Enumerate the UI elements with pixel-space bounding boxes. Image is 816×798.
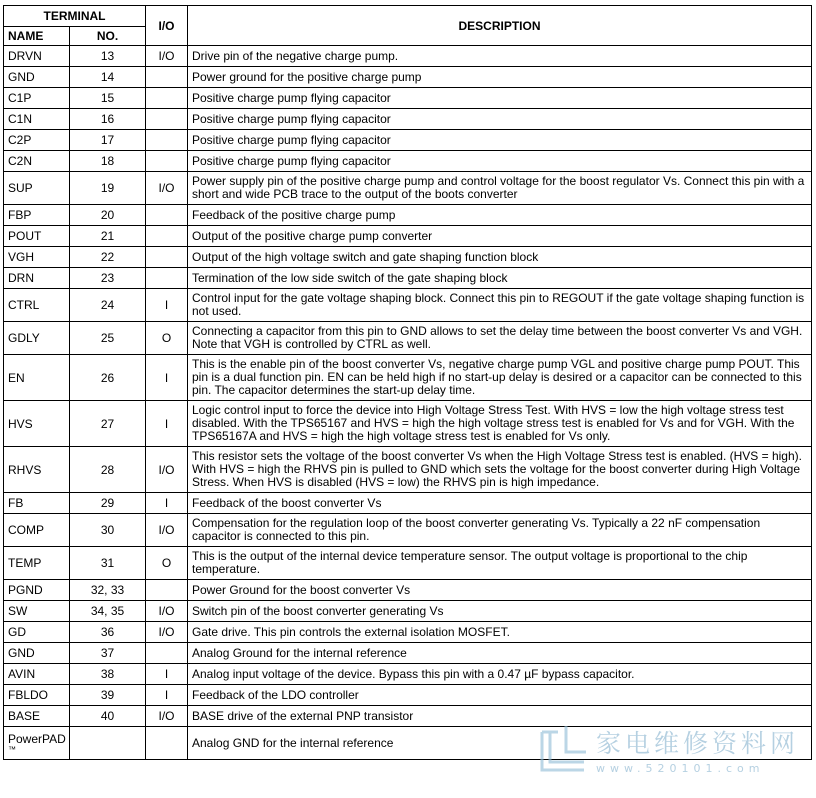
pin-description: Output of the positive charge pump converter [188, 226, 812, 247]
pin-number: 36 [70, 622, 146, 643]
pin-io-type [146, 130, 188, 151]
table-row [4, 447, 812, 493]
pin-name-text: HVS [8, 416, 33, 431]
pin-number: 17 [70, 130, 146, 151]
terminal-header: TERMINAL [4, 6, 146, 27]
pin-number: 14 [70, 67, 146, 88]
pin-io-type: I/O [146, 447, 188, 493]
pin-name-text: C1N [8, 112, 33, 126]
pin-name [4, 493, 70, 514]
pin-description: This is the enable pin of the boost converter Vs, negative charge pump VGL and positive charge pump POUT. This pin is a dual function pin. EN can be held high if no start-up delay is desired or a capacitor can be connected to this pin. The capacitor determines the start-up delay time. [188, 355, 812, 401]
pin-description: Switch pin of the boost converter generating Vs [188, 601, 812, 622]
pin-name [4, 289, 70, 322]
pin-number: 40 [70, 706, 146, 727]
pin-number: 32, 33 [70, 580, 146, 601]
table-row [4, 289, 812, 322]
pin-description: Positive charge pump flying capacitor [188, 88, 812, 109]
pin-name [4, 46, 70, 67]
pin-description: Feedback of the LDO controller [188, 685, 812, 706]
pin-name-text: GND [8, 70, 35, 84]
pin-name [4, 67, 70, 88]
pin-rows [4, 46, 812, 760]
pin-description: Analog input voltage of the device. Bypass this pin with a 0.47 µF bypass capacitor. [188, 664, 812, 685]
pin-io-type: I/O [146, 172, 188, 205]
pin-description: Gate drive. This pin controls the external isolation MOSFET. [188, 622, 812, 643]
pin-description: Analog GND for the internal reference [188, 727, 812, 760]
pin-name-text: SW [8, 604, 28, 618]
pin-name [4, 727, 70, 760]
table-row [4, 151, 812, 172]
watermark-text: 家电维修资料网 [596, 729, 800, 758]
watermark-logo-icon [536, 722, 592, 778]
pin-name-text: C2P [8, 133, 32, 147]
pin-description: Feedback of the positive charge pump [188, 205, 812, 226]
pin-description: Feedback of the boost converter Vs [188, 493, 812, 514]
pin-name-text: C2N [8, 154, 33, 168]
pin-description: Connecting a capacitor from this pin to GND allows to set the delay time between the boost converter Vs and VGH. Note that VGH is controlled by CTRL as well. [188, 322, 812, 355]
pin-name-text: PowerPAD [8, 732, 66, 746]
pin-description: Power supply pin of the positive charge pump and control voltage for the boost regulator Vs. Connect this pin with a short and wide PCB trace to the output of the boots converter [188, 172, 812, 205]
table-row [4, 622, 812, 643]
pin-io-type: I [146, 685, 188, 706]
pin-number: 24 [70, 289, 146, 322]
table-row [4, 226, 812, 247]
table-row [4, 493, 812, 514]
pin-name [4, 322, 70, 355]
pin-name-text: DRVN [8, 49, 42, 63]
pin-description: Logic control input to force the device into High Voltage Stress Test. With HVS = low the high voltage stress test disabled. With the TPS65167 and HVS = high the high voltage stress test is enabled for Vs and for VGH. With the TPS65167A and HVS = high the high voltage stress test is enabled for Vs only. [188, 401, 812, 447]
pin-name-text: RHVS [8, 462, 42, 477]
pin-io-type [146, 67, 188, 88]
table-row [4, 268, 812, 289]
pin-description: Control input for the gate voltage shaping block. Connect this pin to REGOUT if the gate voltage shaping function is not used. [188, 289, 812, 322]
pin-name [4, 401, 70, 447]
pin-description-table [3, 5, 812, 760]
pin-name-text: SUP [8, 181, 33, 195]
table-row [4, 46, 812, 67]
pin-name [4, 88, 70, 109]
pin-name-text: DRN [8, 271, 34, 285]
pin-name-text: AVIN [8, 667, 36, 681]
pin-number: 38 [70, 664, 146, 685]
pin-description: Compensation for the regulation loop of the boost converter generating Vs. Typically a 22 nF compensation capacitor is connected to this pin. [188, 514, 812, 547]
pin-name-text: C1P [8, 91, 32, 105]
pin-io-type: I/O [146, 706, 188, 727]
table-row [4, 580, 812, 601]
pin-name [4, 130, 70, 151]
description-header: DESCRIPTION [188, 6, 812, 46]
pin-io-type [146, 580, 188, 601]
pin-description: Drive pin of the negative charge pump. [188, 46, 812, 67]
pin-number: 29 [70, 493, 146, 514]
pin-io-type: I [146, 401, 188, 447]
pin-name [4, 547, 70, 580]
pin-number: 23 [70, 268, 146, 289]
pin-io-type: I/O [146, 622, 188, 643]
pin-name [4, 514, 70, 547]
pin-description: This is the output of the internal device temperature sensor. The output voltage is proportional to the chip temperature. [188, 547, 812, 580]
table-row [4, 547, 812, 580]
pin-name-text: GD [8, 625, 26, 639]
table-row [4, 322, 812, 355]
pin-description: Positive charge pump flying capacitor [188, 109, 812, 130]
pin-description: Output of the high voltage switch and gate shaping function block [188, 247, 812, 268]
table-row [4, 172, 812, 205]
table-row [4, 401, 812, 447]
pin-description: BASE drive of the external PNP transistor [188, 706, 812, 727]
table-row [4, 130, 812, 151]
watermark-url: www.520101.com [596, 762, 765, 775]
pin-io-type [146, 727, 188, 760]
table-row [4, 601, 812, 622]
pin-name [4, 447, 70, 493]
pin-name [4, 664, 70, 685]
pin-io-type: I [146, 289, 188, 322]
pin-io-type [146, 226, 188, 247]
watermark [536, 722, 808, 780]
pin-number: 19 [70, 172, 146, 205]
pin-name [4, 226, 70, 247]
pin-io-type [146, 88, 188, 109]
pin-name-text: BASE [8, 709, 41, 723]
pin-number: 39 [70, 685, 146, 706]
pin-io-type [146, 151, 188, 172]
io-header: I/O [146, 6, 188, 46]
pin-name [4, 172, 70, 205]
pin-description: Power ground for the positive charge pump [188, 67, 812, 88]
pin-name [4, 205, 70, 226]
pin-name [4, 580, 70, 601]
pin-description: Power Ground for the boost converter Vs [188, 580, 812, 601]
pin-description: Analog Ground for the internal reference [188, 643, 812, 664]
pin-number: 22 [70, 247, 146, 268]
pin-number: 20 [70, 205, 146, 226]
pin-description: This resistor sets the voltage of the boost converter Vs when the High Voltage Stress test is enabled. (HVS = high). With HVS = high the RHVS pin is pulled to GND which sets the voltage for the boost converter during High Voltage Stress. When HVS is disabled (HVS = low) the RHVS pin is high impedance. [188, 447, 812, 493]
pin-io-type [146, 109, 188, 130]
pin-name-text: CTRL [8, 298, 40, 312]
table-row [4, 685, 812, 706]
pin-io-type: I/O [146, 514, 188, 547]
pin-name [4, 622, 70, 643]
name-header: NAME [4, 27, 70, 46]
pin-name-text: FBLDO [8, 688, 49, 702]
pin-number: 27 [70, 401, 146, 447]
pin-description: Termination of the low side switch of the gate shaping block [188, 268, 812, 289]
pin-name [4, 355, 70, 401]
pin-name-text: VGH [8, 250, 35, 264]
pin-io-type: I/O [146, 46, 188, 67]
table-row [4, 643, 812, 664]
table-row [4, 355, 812, 401]
pin-io-type: O [146, 547, 188, 580]
pin-number [70, 727, 146, 760]
pin-io-type: I [146, 664, 188, 685]
pin-name [4, 643, 70, 664]
pin-name [4, 601, 70, 622]
pin-name-text: POUT [8, 229, 42, 243]
pin-number: 13 [70, 46, 146, 67]
table-row [4, 205, 812, 226]
pin-io-type [146, 247, 188, 268]
table-row [4, 247, 812, 268]
table-row [4, 67, 812, 88]
pin-number: 16 [70, 109, 146, 130]
pin-name [4, 109, 70, 130]
pin-io-type: I [146, 493, 188, 514]
pin-number: 34, 35 [70, 601, 146, 622]
table-row [4, 664, 812, 685]
pin-name-text: GDLY [8, 331, 40, 345]
pin-name-text: PGND [8, 583, 43, 597]
no-header: NO. [70, 27, 146, 46]
pin-name [4, 685, 70, 706]
pin-number: 31 [70, 547, 146, 580]
trademark-mark: ™ [8, 745, 16, 754]
pin-name-text: EN [8, 370, 25, 385]
pin-number: 28 [70, 447, 146, 493]
pin-number: 25 [70, 322, 146, 355]
pin-number: 15 [70, 88, 146, 109]
pin-name-text: FB [8, 496, 24, 510]
pin-name [4, 706, 70, 727]
pin-io-type: O [146, 322, 188, 355]
pin-number: 30 [70, 514, 146, 547]
pin-number: 26 [70, 355, 146, 401]
table-row [4, 109, 812, 130]
pin-io-type: I/O [146, 601, 188, 622]
pin-io-type [146, 268, 188, 289]
pin-io-type [146, 205, 188, 226]
pin-number: 18 [70, 151, 146, 172]
table-row [4, 514, 812, 547]
pin-number: 37 [70, 643, 146, 664]
pin-io-type: I [146, 355, 188, 401]
pin-io-type [146, 643, 188, 664]
pin-name [4, 268, 70, 289]
table-row [4, 88, 812, 109]
pin-name-text: COMP [8, 523, 44, 537]
pin-description: Positive charge pump flying capacitor [188, 151, 812, 172]
pin-description: Positive charge pump flying capacitor [188, 130, 812, 151]
pin-name [4, 151, 70, 172]
pin-number: 21 [70, 226, 146, 247]
pin-name [4, 247, 70, 268]
pin-name-text: TEMP [8, 556, 42, 570]
pin-name-text: GND [8, 646, 35, 660]
pin-name-text: FBP [8, 208, 32, 222]
